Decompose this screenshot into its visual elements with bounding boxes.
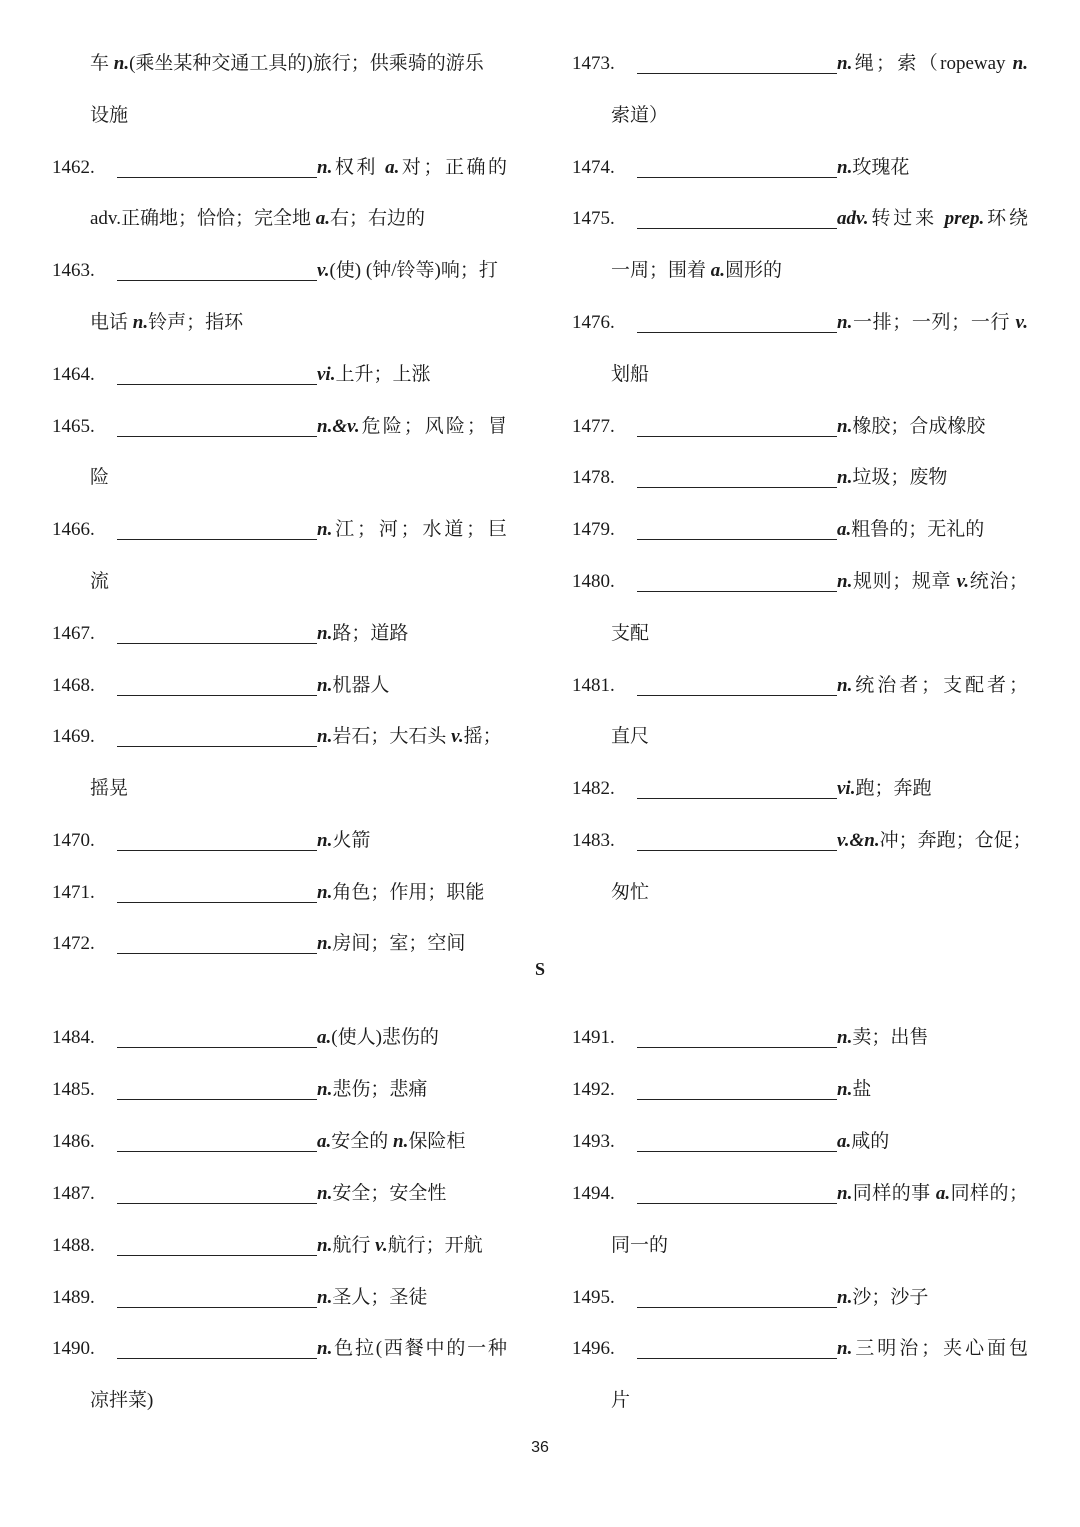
definition-text: 江；河；水道；巨 — [332, 519, 507, 540]
part-of-speech: n. — [317, 1287, 333, 1308]
part-of-speech: n. — [317, 519, 333, 540]
definition-text: 房间；室；空间 — [332, 933, 466, 954]
definition-text: 统治者；支配者； — [852, 675, 1028, 696]
entry-number: 1466. — [52, 519, 95, 540]
definition-text: 岩石；大石头 — [332, 726, 452, 747]
part-of-speech: v.&n. — [837, 830, 880, 851]
entry-definition — [837, 1182, 1028, 1206]
entry-definition — [317, 1026, 439, 1050]
definition-text: 角色；作用；职能 — [332, 882, 485, 903]
part-of-speech: n. — [837, 1287, 853, 1308]
part-of-speech: n. — [837, 157, 853, 178]
definition-text: 车 — [90, 53, 114, 74]
part-of-speech: n. — [317, 1183, 333, 1204]
definition-text: 火箭 — [332, 830, 371, 851]
answer-blank[interactable] — [117, 1151, 317, 1152]
part-of-speech: a. — [837, 1131, 852, 1152]
entry-definition — [837, 518, 984, 542]
entry-number: 1496. — [572, 1338, 615, 1359]
definition-line — [317, 518, 507, 542]
entry-definition — [317, 1286, 427, 1310]
definition-text: 卖；出售 — [852, 1027, 929, 1048]
part-of-speech: n. — [837, 675, 853, 696]
answer-blank[interactable] — [117, 953, 317, 954]
entry-definition — [317, 881, 484, 905]
definition-text: (使人)悲伤的 — [331, 1027, 439, 1048]
definition-text: 索道） — [611, 105, 669, 126]
definition-text: 玫瑰花 — [852, 157, 910, 178]
answer-blank[interactable] — [637, 332, 837, 333]
definition-text: 统治； — [969, 571, 1028, 592]
entry-number: 1482. — [572, 778, 615, 799]
page-number: 36 — [531, 1439, 549, 1456]
definition-line — [837, 674, 1028, 698]
entry-number: 1464. — [52, 364, 95, 385]
definition-line — [837, 570, 1028, 594]
part-of-speech: n. — [317, 623, 333, 644]
part-of-speech: n. — [113, 53, 130, 74]
definition-text: 盐 — [852, 1079, 872, 1100]
part-of-speech: a. — [317, 1131, 332, 1152]
part-of-speech: a. — [317, 1027, 332, 1048]
entry-number: 1471. — [52, 882, 95, 903]
part-of-speech: v. — [956, 571, 970, 592]
definition-text: 匆忙 — [611, 882, 650, 903]
definition-continuation — [611, 881, 649, 905]
answer-blank[interactable] — [637, 591, 837, 592]
definition-text: 一排；一列；一行 — [852, 312, 1016, 333]
definition-line — [837, 829, 1032, 853]
answer-blank[interactable] — [637, 1047, 837, 1048]
definition-text: 险 — [90, 467, 110, 488]
definition-text: 右；右边的 — [329, 208, 425, 229]
entry-number: 1488. — [52, 1235, 95, 1256]
entry-definition — [837, 156, 909, 180]
definition-text: 上升；上涨 — [335, 364, 431, 385]
part-of-speech: a. — [710, 260, 726, 281]
definition-text: 危险；风险；冒 — [359, 416, 507, 437]
entry-number: 1462. — [52, 157, 95, 178]
entry-number: 1470. — [52, 830, 95, 851]
part-of-speech: n. — [317, 1338, 333, 1359]
definition-text: 航行；开航 — [387, 1235, 483, 1256]
definition-text: 凉拌菜) — [90, 1390, 154, 1411]
definition-text: 环绕 — [984, 208, 1028, 229]
definition-text: 机器人 — [332, 675, 390, 696]
answer-blank[interactable] — [637, 1203, 837, 1204]
answer-blank[interactable] — [637, 1358, 837, 1359]
definition-text: 同一的 — [611, 1235, 669, 1256]
entry-number: 1492. — [572, 1079, 615, 1100]
entry-number: 1487. — [52, 1183, 95, 1204]
part-of-speech: v. — [1015, 312, 1028, 333]
part-of-speech: a. — [385, 157, 400, 178]
part-of-speech: n. — [317, 1079, 333, 1100]
part-of-speech: n. — [317, 933, 333, 954]
entry-number: 1491. — [572, 1027, 615, 1048]
entry-number: 1484. — [52, 1027, 95, 1048]
entry-definition — [837, 570, 1028, 594]
entry-definition — [317, 156, 507, 180]
definition-text: adv.正确地；恰恰；完全地 — [90, 208, 316, 229]
answer-blank[interactable] — [637, 1307, 837, 1308]
entry-definition — [837, 207, 1028, 231]
answer-blank[interactable] — [117, 539, 317, 540]
entry-number: 1478. — [572, 467, 615, 488]
part-of-speech: a. — [315, 208, 330, 229]
answer-blank[interactable] — [117, 1307, 317, 1308]
entry-number: 1465. — [52, 416, 95, 437]
entry-number: 1468. — [52, 675, 95, 696]
definition-text: 色拉(西餐中的一种 — [332, 1338, 507, 1359]
definition-text: 绳；索（ropeway — [852, 53, 1013, 74]
answer-blank[interactable] — [117, 177, 317, 178]
part-of-speech: v. — [317, 260, 330, 281]
entry-definition — [317, 674, 389, 698]
definition-line — [837, 1337, 1028, 1361]
part-of-speech: adv. — [837, 208, 869, 229]
answer-blank[interactable] — [637, 798, 837, 799]
definition-continuation — [90, 311, 243, 335]
answer-blank[interactable] — [637, 1099, 837, 1100]
answer-blank[interactable] — [117, 902, 317, 903]
entry-definition — [317, 415, 507, 439]
definition-continuation — [611, 622, 649, 646]
entry-number: 1494. — [572, 1183, 615, 1204]
definition-line — [317, 156, 507, 180]
entry-number: 1481. — [572, 675, 615, 696]
part-of-speech: n. — [837, 571, 853, 592]
answer-blank[interactable] — [637, 850, 837, 851]
entry-definition — [317, 622, 408, 646]
answer-blank[interactable] — [117, 695, 317, 696]
definition-continuation — [90, 1389, 153, 1413]
definition-text: 摇晃 — [90, 778, 129, 799]
answer-blank[interactable] — [637, 228, 837, 229]
definition-text: 安全的 — [331, 1131, 394, 1152]
answer-blank[interactable] — [117, 850, 317, 851]
definition-text: 支配 — [611, 623, 650, 644]
entry-number: 1467. — [52, 623, 95, 644]
definition-text: 保险柜 — [408, 1131, 466, 1152]
definition-line — [837, 311, 1028, 335]
answer-blank[interactable] — [117, 1255, 317, 1256]
section-heading: S — [534, 959, 545, 979]
part-of-speech: a. — [935, 1183, 951, 1204]
entry-definition — [837, 311, 1028, 335]
entry-definition — [837, 1130, 889, 1154]
entry-definition — [837, 777, 931, 801]
definition-continuation — [90, 570, 109, 594]
definition-continuation — [611, 363, 649, 387]
entry-number: 1490. — [52, 1338, 95, 1359]
entry-number: 1479. — [572, 519, 615, 540]
definition-text: 设施 — [90, 105, 129, 126]
entry-definition — [837, 52, 1028, 76]
definition-text: 沙；沙子 — [852, 1287, 929, 1308]
definition-line — [837, 52, 1028, 76]
answer-blank[interactable] — [637, 539, 837, 540]
entry-definition — [837, 674, 1028, 698]
part-of-speech: n. — [317, 726, 333, 747]
answer-blank[interactable] — [117, 1358, 317, 1359]
definition-text: 权利 — [332, 157, 386, 178]
entry-number: 1477. — [572, 416, 615, 437]
part-of-speech: n. — [837, 1338, 853, 1359]
part-of-speech: prep. — [944, 208, 985, 229]
definition-text: 规则；规章 — [852, 571, 957, 592]
entry-number: 1480. — [572, 571, 615, 592]
entry-number: 1485. — [52, 1079, 95, 1100]
part-of-speech: n. — [132, 312, 149, 333]
entry-number: 1475. — [572, 208, 615, 229]
entry-definition — [317, 725, 502, 749]
part-of-speech: n. — [837, 1027, 853, 1048]
entry-number: 1469. — [52, 726, 95, 747]
answer-blank[interactable] — [637, 1151, 837, 1152]
answer-blank[interactable] — [117, 746, 317, 747]
part-of-speech: v. — [375, 1235, 388, 1256]
answer-blank[interactable] — [637, 695, 837, 696]
answer-blank[interactable] — [117, 384, 317, 385]
answer-blank[interactable] — [637, 177, 837, 178]
definition-text: 一周；围着 — [611, 260, 711, 281]
entry-number: 1476. — [572, 312, 615, 333]
answer-blank[interactable] — [637, 487, 837, 488]
part-of-speech: n. — [393, 1131, 409, 1152]
entry-definition — [837, 415, 985, 439]
answer-blank[interactable] — [117, 280, 317, 281]
part-of-speech: n. — [837, 53, 853, 74]
definition-continuation — [611, 1389, 630, 1413]
part-of-speech: vi. — [317, 364, 336, 385]
answer-blank[interactable] — [117, 643, 317, 644]
entry-number: 1483. — [572, 830, 615, 851]
definition-text: 咸的 — [851, 1131, 890, 1152]
definition-line — [837, 207, 1028, 231]
definition-continuation — [90, 104, 128, 128]
definition-text: 粗鲁的；无礼的 — [851, 519, 985, 540]
definition-text: 路；道路 — [332, 623, 409, 644]
part-of-speech: n. — [317, 830, 333, 851]
definition-text: 摇； — [463, 726, 502, 747]
definition-continuation — [611, 725, 649, 749]
definition-text: 电话 — [90, 312, 133, 333]
entry-definition — [837, 466, 947, 490]
part-of-speech: n. — [317, 1235, 333, 1256]
part-of-speech: n. — [837, 467, 853, 488]
entry-number: 1493. — [572, 1131, 615, 1152]
entry-number: 1486. — [52, 1131, 95, 1152]
definition-text: 同样的事 — [852, 1183, 936, 1204]
definition-text: 转过来 — [868, 208, 945, 229]
definition-continuation — [90, 52, 484, 76]
entry-definition — [317, 1130, 465, 1154]
part-of-speech: vi. — [837, 778, 856, 799]
entry-definition — [317, 1078, 427, 1102]
part-of-speech: v. — [451, 726, 464, 747]
definition-continuation — [611, 1234, 668, 1258]
part-of-speech: n. — [837, 1183, 853, 1204]
answer-blank[interactable] — [637, 73, 837, 74]
definition-text: 直尺 — [611, 726, 650, 747]
part-of-speech: n. — [317, 882, 333, 903]
definition-text: 对；正确的 — [399, 157, 507, 178]
definition-text: 片 — [611, 1390, 631, 1411]
definition-text: 划船 — [611, 364, 650, 385]
part-of-speech: n. — [837, 1079, 853, 1100]
definition-text: 圆形的 — [725, 260, 783, 281]
answer-blank[interactable] — [117, 436, 317, 437]
part-of-speech: n.&v. — [317, 416, 360, 437]
definition-text: (乘坐某种交通工具的)旅行；供乘骑的游乐 — [129, 53, 484, 74]
part-of-speech: n. — [837, 312, 853, 333]
definition-text: 悲伤；悲痛 — [332, 1079, 428, 1100]
entry-number: 1463. — [52, 260, 95, 281]
entry-definition — [317, 259, 498, 283]
entry-definition — [837, 1026, 928, 1050]
answer-blank[interactable] — [637, 436, 837, 437]
definition-continuation — [611, 104, 668, 128]
answer-blank[interactable] — [117, 1099, 317, 1100]
entry-number: 1473. — [572, 53, 615, 74]
entry-number: 1474. — [572, 157, 615, 178]
definition-continuation — [90, 466, 109, 490]
part-of-speech: n. — [837, 416, 853, 437]
definition-text: 流 — [90, 571, 110, 592]
definition-text: 橡胶；合成橡胶 — [852, 416, 986, 437]
definition-text: (使) (钟/铃等)响；打 — [329, 260, 498, 281]
answer-blank[interactable] — [117, 1203, 317, 1204]
entry-number: 1489. — [52, 1287, 95, 1308]
entry-definition — [317, 1182, 446, 1206]
entry-definition — [837, 829, 1032, 853]
definition-line — [317, 1337, 507, 1361]
entry-definition — [317, 518, 507, 542]
entry-definition — [837, 1337, 1028, 1361]
entry-definition — [317, 1234, 483, 1258]
entry-definition — [837, 1286, 928, 1310]
definition-text: 跑；奔跑 — [855, 778, 932, 799]
definition-line — [837, 1182, 1028, 1206]
entry-definition — [317, 932, 465, 956]
definition-text: 圣人；圣徒 — [332, 1287, 428, 1308]
part-of-speech: n. — [1012, 53, 1028, 74]
entry-definition — [317, 363, 430, 387]
part-of-speech: n. — [317, 675, 333, 696]
definition-text: 垃圾；废物 — [852, 467, 948, 488]
definition-continuation — [611, 259, 782, 283]
definition-text: 航行 — [332, 1235, 376, 1256]
definition-line — [317, 415, 507, 439]
entry-number: 1472. — [52, 933, 95, 954]
definition-text: 安全；安全性 — [332, 1183, 447, 1204]
definition-continuation — [90, 207, 425, 231]
entry-number: 1495. — [572, 1287, 615, 1308]
definition-text: 三明治；夹心面包 — [852, 1338, 1028, 1359]
entry-definition — [317, 829, 370, 853]
part-of-speech: a. — [837, 519, 852, 540]
entry-definition — [837, 1078, 871, 1102]
part-of-speech: n. — [317, 157, 333, 178]
definition-text: 冲；奔跑；仓促； — [879, 830, 1032, 851]
definition-continuation — [90, 777, 128, 801]
definition-text: 同样的； — [950, 1183, 1028, 1204]
entry-definition — [317, 1337, 507, 1361]
definition-text: 铃声；指环 — [148, 312, 244, 333]
answer-blank[interactable] — [117, 1047, 317, 1048]
